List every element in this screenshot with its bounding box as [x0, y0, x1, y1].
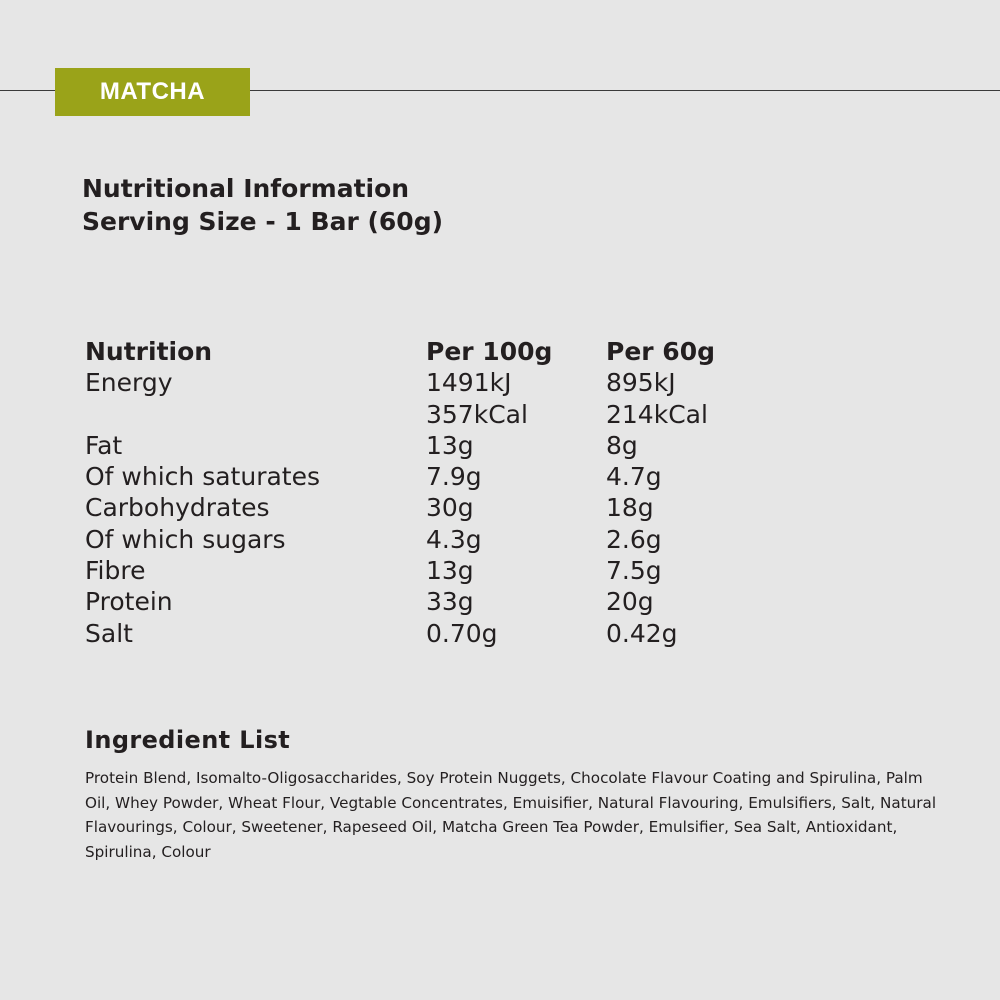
- row-per-60g: 895kJ: [606, 368, 676, 398]
- row-per-60g: 2.6g: [606, 524, 662, 554]
- row-per-60g: 214kCal: [606, 399, 708, 429]
- flavor-tag: MATCHA: [55, 68, 250, 116]
- table-row: [85, 586, 785, 617]
- table-row: [85, 555, 785, 586]
- row-per-100g: 30g: [426, 493, 474, 523]
- row-label: Of which sugars: [85, 524, 286, 554]
- heading-title: Nutritional Information: [82, 174, 410, 203]
- row-per-60g: 8g: [606, 430, 638, 460]
- row-per-100g: 4.3g: [426, 524, 482, 554]
- row-per-100g: 33g: [426, 587, 474, 617]
- table-row: [85, 430, 785, 461]
- heading-serving-size: Serving Size - 1 Bar (60g): [82, 207, 444, 236]
- row-per-100g: 357kCal: [426, 399, 528, 429]
- row-per-100g: 1491kJ: [426, 368, 512, 398]
- ingredient-list-title: Ingredient List: [85, 726, 291, 754]
- table-row: [85, 399, 785, 430]
- row-per-100g: 13g: [426, 430, 474, 460]
- nutrition-table: [85, 336, 785, 649]
- row-label: Energy: [85, 368, 173, 398]
- row-per-100g: 7.9g: [426, 462, 482, 492]
- row-label: Carbohydrates: [85, 493, 270, 523]
- row-label: Of which saturates: [85, 462, 320, 492]
- header-per-100g: Per 100g: [426, 337, 553, 366]
- row-label: Protein: [85, 587, 173, 617]
- row-per-100g: 13g: [426, 556, 474, 586]
- row-per-60g: 18g: [606, 493, 654, 523]
- table-row: [85, 618, 785, 649]
- header-per-60g: Per 60g: [606, 337, 715, 366]
- table-row: [85, 524, 785, 555]
- row-per-60g: 20g: [606, 587, 654, 617]
- table-row: [85, 492, 785, 523]
- row-per-60g: 0.42g: [606, 618, 678, 648]
- row-per-60g: 7.5g: [606, 556, 662, 586]
- table-row: [85, 461, 785, 492]
- header-nutrition: Nutrition: [85, 337, 213, 366]
- ingredient-list-text: Protein Blend, Isomalto-Oligosaccharides, Soy Protein Nuggets, Chocolate Flavour Coating and Spirulina, Palm Oil, Whey Powder, Wheat Flour, Vegtable Concentrates, Emuisifier, Natural Flavouring, Emulsifiers, Salt, Natural Flavourings, Colour, Sweetener, Rapeseed Oil, Matcha Green Tea Powder, Emulsifier, Sea Salt, Antioxidant, Spirulina, Colour: [85, 769, 937, 861]
- row-per-100g: 0.70g: [426, 618, 498, 648]
- row-label: Fat: [85, 430, 123, 460]
- nutrition-table-header: [85, 336, 785, 367]
- table-row: [85, 367, 785, 398]
- row-per-60g: 4.7g: [606, 462, 662, 492]
- nutrition-heading: [82, 172, 443, 238]
- row-label: Salt: [85, 618, 133, 648]
- row-label: Fibre: [85, 556, 146, 586]
